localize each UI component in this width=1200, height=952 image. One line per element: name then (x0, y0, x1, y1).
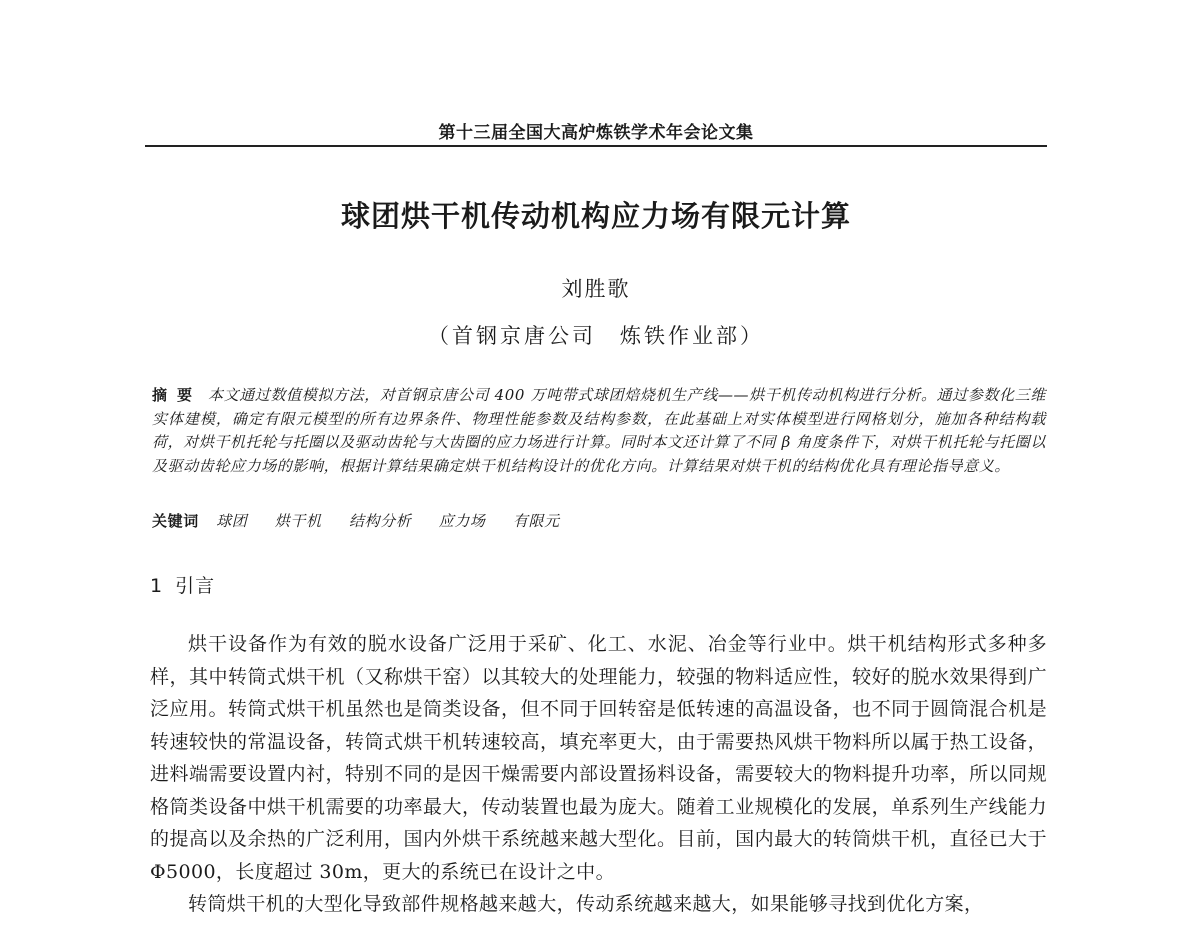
section-number: 1 (150, 575, 164, 597)
section-title: 引言 (175, 575, 216, 597)
abstract-text: 本文通过数值模拟方法，对首钢京唐公司 400 万吨带式球团焙烧机生产线——烘干机传动机构进行分析。通过参数化三维实体建模，确定有限元模型的所有边界条件、物理性能参数及结构参数，在此基础上对实体模型进行网格划分，施加各种结构载荷，对烘干机托轮与托圈以及驱动齿轮与大齿圈的应力场进行计算。同时本文还计算了不同 β 角度条件下，对烘干机托轮与托圈以及驱动齿轮应力场的影响，根据计算结果确定烘干机结构设计的优化方向。计算结果对烘干机的结构优化具有理论指导意义。 (152, 386, 1046, 475)
keywords-label: 关键词 (152, 512, 199, 530)
section-body (150, 628, 1047, 921)
abstract (152, 384, 1046, 478)
keyword-item: 有限元 (512, 512, 560, 530)
body-paragraph: 转筒烘干机的大型化导致部件规格越来越大，传动系统越来越大，如果能够寻找到优化方案， (188, 893, 984, 915)
keywords (152, 510, 1046, 531)
header-rule (145, 145, 1047, 147)
body-paragraph: 烘干设备作为有效的脱水设备广泛用于采矿、化工、水泥、冶金等行业中。烘干机结构形式多种多样，其中转筒式烘干机（又称烘干窑）以其较大的处理能力，较强的物料适应性，较好的脱水效果得到广泛应用。转筒式烘干机虽然也是筒类设备，但不同于回转窑是低转速的高温设备，也不同于圆筒混合机是转速较快的常温设备，转筒式烘干机转速较高，填充率更大，由于需要热风烘干物料所以属于热工设备，进料端需要设置内衬，特别不同的是因干燥需要内部设置扬料设备，需要较大的物料提升功率，所以同规格筒类设备中烘干机需要的功率最大，传动装置也最为庞大。随着工业规模化的发展，单系列生产线能力的提高以及余热的广泛利用，国内外烘干系统越来越大型化。目前，国内最大的转筒烘干机，直径已大于 Φ5000，长度超过 30m，更大的系统已在设计之中。 (150, 633, 1047, 883)
keyword-item: 烘干机 (274, 512, 322, 530)
running-header: 第十三届全国大高炉炼铁学术年会论文集 (438, 123, 754, 143)
abstract-label: 摘要 (152, 386, 203, 404)
keyword-item: 结构分析 (348, 512, 412, 530)
author-affiliation: （首钢京唐公司 炼铁作业部） (428, 324, 764, 348)
section-heading-introduction (150, 571, 215, 598)
keyword-item: 应力场 (438, 512, 486, 530)
paper-title: 球团烘干机传动机构应力场有限元计算 (340, 199, 851, 233)
author-name: 刘胜歌 (561, 277, 631, 301)
keyword-item: 球团 (216, 512, 248, 530)
